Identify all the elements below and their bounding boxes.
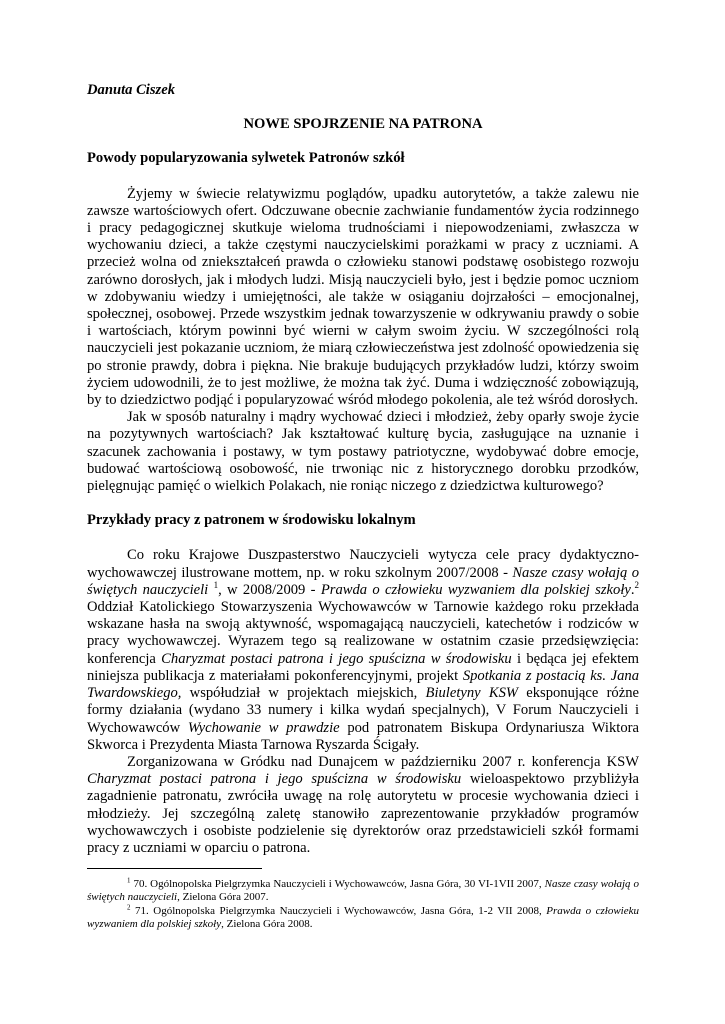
paragraph-3: Co roku Krajowe Duszpasterstwo Nauczycieli wytycza cele pracy dydaktyczno-wychowawczej ilustrowane mottem, np. w roku szkolnym 2007/2008 - Nasze czasy wołają o świętych nauczycieli $^1$, w 2008/2009 - Prawda o człowieku wyzwaniem dla polskiej szkoły.$^2$ Oddział Katolickiego Stowarzyszenia Wychowawców w Tarnowie każdego roku przekłada wskazane hasła na swoją aktywność, wspomagającą nauczycieli, katechetów i rodziców w pracy wychowawczej. Wyrazem tego są realizowane w ostatnim czasie przedsięwzięcia: konferencja Charyzmat postaci patrona i jego spuścizna w środowisku i będąca jej efektem niniejsza publikacja z materiałami pokonferencyjnymi, projekt Spotkania z postacią ks. Jana Twardowskiego, współudział w projektach miejskich, Biuletyny KSW eksponujące różne formy działania (wydano 33 numery i kilka wydań specjalnych), V Forum Nauczycieli i Wychowawców Wychowanie w prawdzie pod patronatem Biskupa Ordynariusza Wiktora Skworca i Prezydenta Miasta Tarnowa Ryszarda Ścigały. bbox=[87, 547, 640, 753]
paragraph-4: Zorganizowana w Gródku nad Dunajcem w październiku 2007 r. konferencja KSW Charyzmat postaci patrona i jego spuścizna w środowisku wieloaspektowo przybliżyła zagadnienie patronatu, zwróciła uwagę na rolę autorytetu w procesie wychowania dzieci i młodzieży. Jej szczególną zaletę stanowiło zaprezentowanie przykładów programów wychowawczych i osobiste podzielenie się dyrektorów oraz przedstawicieli szkół formami pracy z uczniami w oparciu o patrona. bbox=[87, 753, 639, 856]
footnote-ref-1: 1 bbox=[213, 580, 219, 591]
section-heading-examples: Przykłady pracy z patronem w środowisku lokalnym bbox=[87, 512, 416, 529]
document-title: NOWE SPOJRZENIE NA PATRONA bbox=[243, 116, 483, 133]
footnote-separator bbox=[87, 868, 262, 869]
footnote-2: $^2$ 71. Ogólnopolska Pielgrzymka Nauczycieli i Wychowawców, Jasna Góra, 1-2 VII 2008, Prawda o człowieku wyzwaniem dla polskiej szkoły, Zielona Góra 2008. bbox=[87, 903, 640, 931]
paragraph-1: Żyjemy w świecie relatywizmu poglądów, upadku autorytetów, a także zalewu nie zawsze wartościowych ofert. Odczuwane obecnie zachwianie fundamentów życia rodzinnego i pracy pedagogicznej skutkuje wieloma trudnościami i niepowodzeniami, zwłaszcza w wychowaniu dzieci, a także częstymi nauczycielskimi porażkami w pracy z uczniami. A przecież wolna od zniekształceń prawda o człowieku stanowi podstawę osobistego rozwoju zarówno dorosłych, jak i młodych ludzi. Misją nauczycieli było, jest i będzie pomoc uczniom w zdobywaniu wiedzy i umiejętności, ale także w osiąganiu dojrzałości – emocjonalnej, społecznej, osobowej. Przede wszystkim jednak towarzyszenie w odkrywaniu prawdy o sobie i wartościach, którym powinni być wierni w całym swoim życiu. W szczególności rolą nauczycieli jest pokazanie uczniom, że miarą człowieczeństwa jest zdolność opowiedzenia się po stronie prawdy, dobra i piękna. Nie brakuje budujących przykładów ludzi, którzy swoim życiem udowodnili, że to jest możliwe, że można tak żyć. Duma i wdzięczność zobowiązują, by to dziedzictwo podjąć i popularyzować wśród młodego pokolenia, ale też wśród dorosłych. bbox=[87, 185, 639, 409]
footnote-1: $^1$ 70. Ogólnopolska Pielgrzymka Nauczycieli i Wychowawców, Jasna Góra, 30 VI-1VII 2007, Nasze czasy wołają o świętych nauczycieli, Zielona Góra 2007. bbox=[87, 876, 639, 904]
author-name: Danuta Ciszek bbox=[87, 82, 175, 98]
paragraph-2: Jak w sposób naturalny i mądry wychować dzieci i młodzież, żeby oparły swoje życie na pozytywnych wartościach? Jak kształtować kulturę bycia, zasługujące na uznanie i szacunek zachowania i postawy, w tym postawy patriotyczne, wydobywać dobre emocje, budować wartościową osobowość, nie trwoniąc nic z historycznego dorobku przodków, pielęgnując pamięć o wielkich Polakach, nie roniąc niczego z dziedzictwa kulturowego? bbox=[87, 409, 639, 495]
section-heading-reasons: Powody popularyzowania sylwetek Patronów szkół bbox=[87, 150, 405, 167]
document-page bbox=[87, 82, 639, 857]
footnote-ref-2: 2 bbox=[634, 580, 640, 591]
footnotes bbox=[87, 868, 639, 932]
